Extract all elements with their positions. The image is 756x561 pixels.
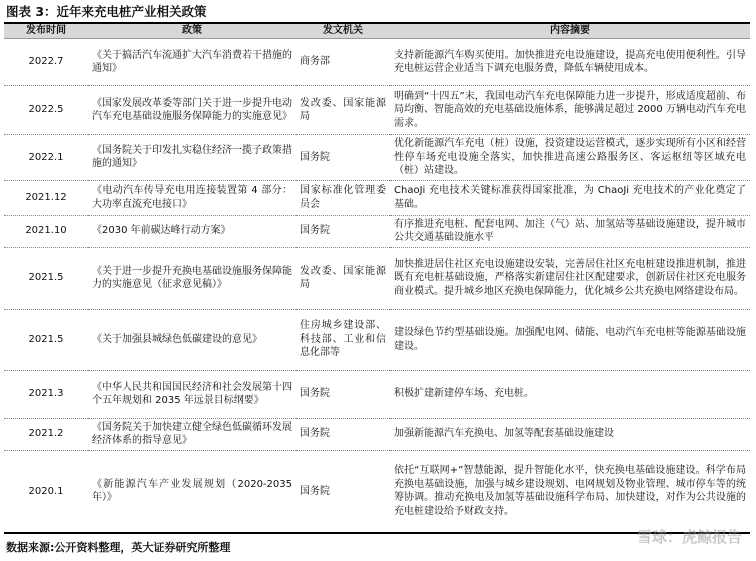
row-date: 2022.7: [4, 39, 88, 86]
row-summary: 依托“互联网+”智慧能源，提升智能化水平，快充换电基础设施建设。科学布局充换电基础设施，加强与城乡建设规划、电网规划及物业管理、城市停车等的统筹协调。推动充换电及加氢等基础设施科学布局、加快建设，对作为公共设施的充电桩建设给予财政支持。: [390, 450, 750, 533]
source-note: 数据来源:公开资料整理，英大证券研究所整理: [6, 541, 231, 554]
table-row: [4, 309, 750, 370]
figure-title: 图表 3：近年来充电桩产业相关政策: [6, 4, 207, 19]
row-date: 2021.3: [4, 370, 88, 418]
row-policy: 《关于搞活汽车流通扩大汽车消费若干措施的通知》: [88, 39, 296, 86]
row-agency: 国务院: [296, 418, 390, 450]
row-policy: 《国务院关于印发扎实稳住经济一揽子政策措施的通知》: [88, 135, 296, 181]
row-policy: 《关于进一步提升充换电基础设施服务保障能力的实施意见（征求意见稿）》: [88, 247, 296, 309]
row-agency: 国务院: [296, 370, 390, 418]
table-row: [4, 86, 750, 135]
row-policy: 《电动汽车传导充电用连接装置第 4 部分：大功率直流充电接口》: [88, 180, 296, 215]
table-header-row: [4, 24, 750, 39]
row-summary: 建设绿色节约型基础设施。加强配电网、储能、电动汽车充电桩等能源基础设施建设。: [390, 309, 750, 370]
row-policy: 《新能源汽车产业发展规划（2020-2035 年）》: [88, 450, 296, 533]
header-agency: 发文机关: [296, 24, 390, 39]
table-row: [4, 370, 750, 418]
table-row: [4, 450, 750, 533]
row-date: 2021.5: [4, 247, 88, 309]
row-agency: 国务院: [296, 450, 390, 533]
row-date: 2022.5: [4, 86, 88, 135]
row-policy: 《关于加强县城绿色低碳建设的意见》: [88, 309, 296, 370]
row-summary: 支持新能源汽车购买使用。加快推进充电设施建设，提高充电使用便利性。引导充电桩运营企业适当下调充电服务费，降低车辆使用成本。: [390, 39, 750, 86]
table-row: [4, 135, 750, 181]
row-policy: 《2030 年前碳达峰行动方案》: [88, 215, 296, 247]
table-row: [4, 215, 750, 247]
header-date: 发布时间: [4, 24, 88, 39]
table-row: [4, 180, 750, 215]
row-date: 2021.10: [4, 215, 88, 247]
row-summary: 优化新能源汽车充电（桩）设施，投资建设运营模式，逐步实现所有小区和经营性停车场充电设施全落实，加快推进高速公路服务区、客运枢纽等区域充电（桩）站建设。: [390, 135, 750, 181]
row-summary: 积极扩建新建停车场、充电桩。: [390, 370, 750, 418]
table-row: [4, 247, 750, 309]
row-agency: 商务部: [296, 39, 390, 86]
row-summary: 加强新能源汽车充换电、加氢等配套基础设施建设: [390, 418, 750, 450]
row-date: 2021.12: [4, 180, 88, 215]
row-summary: 有序推进充电桩、配套电网、加注（气）站、加氢站等基础设施建设，提升城市公共交通基础设施水平: [390, 215, 750, 247]
row-policy: 《中华人民共和国国民经济和社会发展第十四个五年规划和 2035 年远景目标纲要》: [88, 370, 296, 418]
row-policy: 《国务院关于加快建立健全绿色低碳循环发展经济体系的指导意见》: [88, 418, 296, 450]
row-agency: 发改委、国家能源局: [296, 86, 390, 135]
row-date: 2021.5: [4, 309, 88, 370]
policy-table: [4, 24, 750, 534]
row-agency: 住房城乡建设部、科技部、工业和信息化部等: [296, 309, 390, 370]
row-agency: 国家标准化管理委员会: [296, 180, 390, 215]
row-summary: ChaoJi 充电技术关键标准获得国家批准，为 ChaoJi 充电技术的产业化奠定了基础。: [390, 180, 750, 215]
row-agency: 国务院: [296, 215, 390, 247]
header-policy: 政策: [88, 24, 296, 39]
header-summary: 内容摘要: [390, 24, 750, 39]
table-row: [4, 418, 750, 450]
row-date: 2020.1: [4, 450, 88, 533]
watermark-text: 雪球：虎鲸报告: [636, 528, 742, 546]
row-policy: 《国家发展改革委等部门关于进一步提升电动汽车充电基础设施服务保障能力的实施意见》: [88, 86, 296, 135]
row-agency: 发改委、国家能源局: [296, 247, 390, 309]
row-date: 2022.1: [4, 135, 88, 181]
row-date: 2021.2: [4, 418, 88, 450]
row-agency: 国务院: [296, 135, 390, 181]
row-summary: 加快推进居住社区充电设施建设安装，完善居住社区充电桩建设推进机制，推进既有充电桩基础设施，严格落实新建居住社区配建要求，创新居住社区充电服务商业模式。提升城乡地区充换电保障能力，优化城乡公共充换电网络建设布局。: [390, 247, 750, 309]
row-summary: 明确到“十四五”末，我国电动汽车充电保障能力进一步提升，形成适度超前、布局均衡、智能高效的充电基础设施体系，能够满足超过 2000 万辆电动汽车充电需求。: [390, 86, 750, 135]
table-row: [4, 39, 750, 86]
